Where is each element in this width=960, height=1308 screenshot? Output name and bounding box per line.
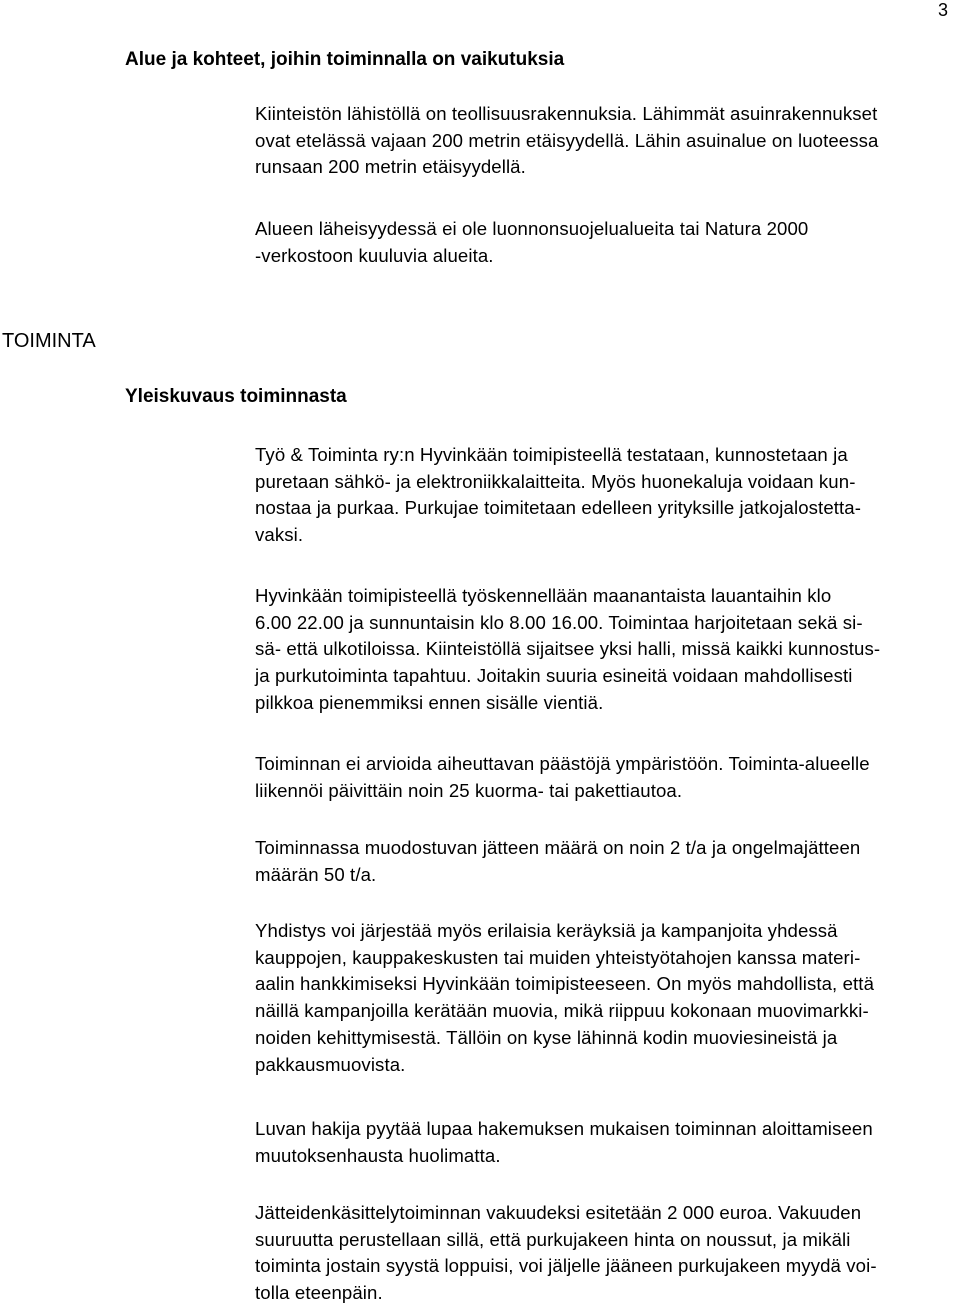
text-line: vaksi.	[255, 524, 304, 546]
text-line: ja purkutoiminta tapahtuu. Joitakin suuria esineitä voidaan mahdollisesti	[255, 665, 853, 687]
text-line: määrän 50 t/a.	[255, 863, 377, 885]
text-line: tolla eteenpäin.	[255, 1282, 383, 1304]
text-line: suuruutta perustellaan sillä, että purkujakeen hinta on noussut, ja mikäli	[255, 1228, 851, 1250]
section-heading-area: Alue ja kohteet, joihin toiminnalla on vaikutuksia	[125, 49, 565, 70]
paragraph-guarantee	[255, 1200, 958, 1307]
paragraph-campaigns	[255, 918, 958, 1078]
text-line: sä- että ulkotiloissa. Kiinteistöllä sijaitsee yksi halli, missä kaikki kunnostus-	[255, 638, 881, 660]
text-line: Toiminnan ei arvioida aiheuttavan päästöjä ympäristöön. Toiminta-alueelle	[255, 753, 870, 774]
text-line: Kiinteistön lähistöllä on teollisuusrakennuksia. Lähimmät asuinrakennukset	[255, 103, 878, 124]
paragraph-emissions	[255, 751, 958, 804]
text-line: toiminta jostain syystä loppuisi, voi jäljelle jääneen purkujakeen myydä voi-	[255, 1255, 877, 1277]
text-line: Yhdistys voi järjestää myös erilaisia keräyksiä ja kampanjoita yhdessä	[255, 920, 838, 941]
text-line: Jätteidenkäsittelytoiminnan vakuudeksi esitetään 2 000 euroa. Vakuuden	[255, 1202, 862, 1223]
page-number: 3	[938, 0, 949, 20]
paragraph-activities	[255, 442, 958, 549]
text-line: runsaan 200 metrin etäisyydellä.	[255, 156, 526, 178]
paragraph-surroundings	[255, 101, 958, 181]
paragraph-hours	[255, 583, 958, 717]
text-line: aalin hankkimiseksi Hyvinkään toimipisteeseen. On myös mahdollista, että	[255, 973, 875, 995]
text-line: Alueen läheisyydessä ei ole luonnonsuojelualueita tai Natura 2000	[255, 218, 809, 239]
text-line: puretaan sähkö- ja elektroniikkalaitteita. Myös huonekaluja voidaan kun-	[255, 470, 856, 492]
text-line: pilkkoa pienemmiksi ennen sisälle vientiä.	[255, 691, 604, 713]
text-line: Työ & Toiminta ry:n Hyvinkään toimipisteellä testataan, kunnostetaan ja	[255, 444, 848, 465]
text-line: noiden kehittymisestä. Tällöin on kyse lähinnä kodin muoviesineistä ja	[255, 1026, 838, 1048]
text-line: Luvan hakija pyytää lupaa hakemuksen mukaisen toiminnan aloittamiseen	[255, 1118, 873, 1139]
text-line: pakkausmuovista.	[255, 1053, 406, 1075]
text-line: 6.00 22.00 ja sunnuntaisin klo 8.00 16.00. Toimintaa harjoitetaan sekä si-	[255, 611, 863, 633]
paragraph-permit	[255, 1116, 958, 1169]
paragraph-waste	[255, 835, 958, 888]
section-title-toiminta: TOIMINTA	[2, 330, 96, 352]
text-line: näillä kampanjoilla kerätään muovia, mikä riippuu kokonaan muovimarkki-	[255, 1000, 869, 1022]
text-line: liikennöi päivittäin noin 25 kuorma- tai pakettiautoa.	[255, 779, 683, 801]
text-line: Toiminnassa muodostuvan jätteen määrä on noin 2 t/a ja ongelmajätteen	[255, 837, 861, 858]
text-line: muutoksenhausta huolimatta.	[255, 1144, 501, 1166]
text-line: nostaa ja purkaa. Purkujae toimitetaan edelleen yrityksille jatkojalostetta-	[255, 497, 862, 519]
text-line: ovat etelässä vajaan 200 metrin etäisyydellä. Lähin asuinalue on luoteessa	[255, 129, 879, 151]
paragraph-nature	[255, 216, 958, 269]
subheading-overview: Yleiskuvaus toiminnasta	[125, 386, 347, 407]
text-line: kauppojen, kauppakeskusten tai muiden yhteistyötahojen kanssa materi-	[255, 946, 861, 968]
text-line: Hyvinkään toimipisteellä työskennellään maanantaista lauantaihin klo	[255, 585, 832, 606]
text-line: -verkostoon kuuluvia alueita.	[255, 244, 494, 266]
